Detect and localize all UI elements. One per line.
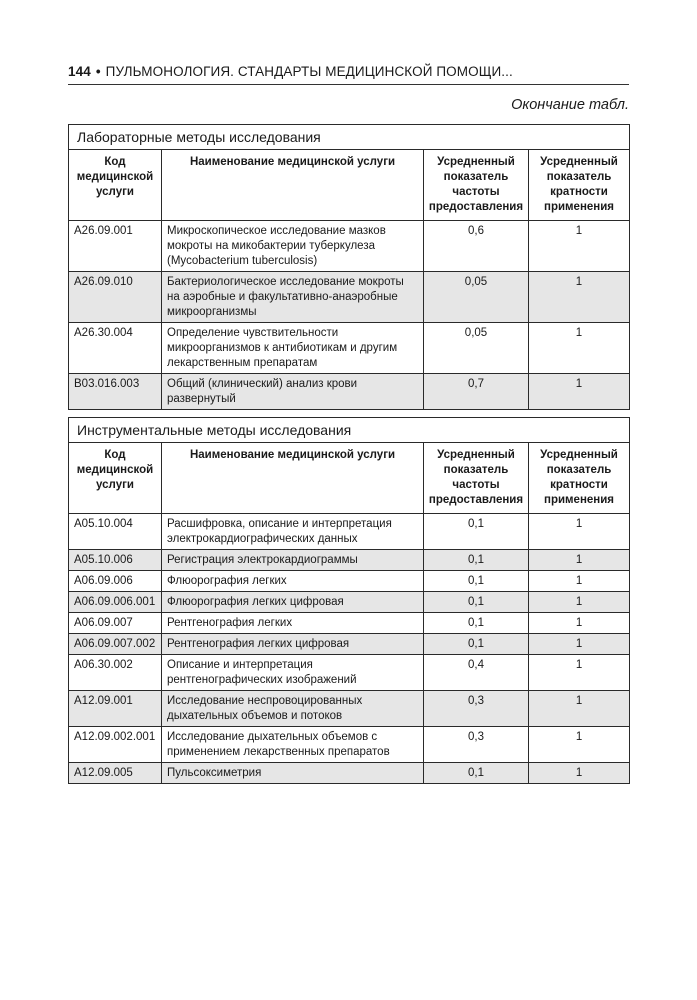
cell-code: A12.09.001 xyxy=(69,691,162,727)
col-header-multiplicity: Усредненный показатель кратности применения xyxy=(529,443,630,514)
col-header-code: Код медицинской услуги xyxy=(69,443,162,514)
cell-code: A12.09.005 xyxy=(69,763,162,784)
cell-multiplicity: 1 xyxy=(529,374,630,410)
table-row xyxy=(69,727,630,763)
table-row xyxy=(69,655,630,691)
cell-code: A06.09.007 xyxy=(69,613,162,634)
col-header-frequency: Усредненный показатель частоты предоставления xyxy=(424,443,529,514)
cell-frequency: 0,3 xyxy=(424,727,529,763)
lab-methods-table xyxy=(68,124,630,410)
instrumental-methods-table xyxy=(68,417,630,784)
cell-code: A26.30.004 xyxy=(69,323,162,374)
cell-multiplicity: 1 xyxy=(529,727,630,763)
running-title: ПУЛЬМОНОЛОГИЯ. СТАНДАРТЫ МЕДИЦИНСКОЙ ПОМОЩИ... xyxy=(105,64,513,79)
table-continuation-note: Окончание табл. xyxy=(511,97,629,113)
cell-service-name: Расшифровка, описание и интерпретация электрокардиографических данных xyxy=(162,514,424,550)
cell-frequency: 0,05 xyxy=(424,323,529,374)
cell-frequency: 0,6 xyxy=(424,221,529,272)
table-row xyxy=(69,571,630,592)
cell-service-name: Общий (клинический) анализ крови развернутый xyxy=(162,374,424,410)
table-row xyxy=(69,613,630,634)
table-row xyxy=(69,550,630,571)
col-header-multiplicity: Усредненный показатель кратности применения xyxy=(529,150,630,221)
cell-multiplicity: 1 xyxy=(529,272,630,323)
table-row xyxy=(69,691,630,727)
cell-service-name: Исследование неспровоцированных дыхательных объемов и потоков xyxy=(162,691,424,727)
cell-multiplicity: 1 xyxy=(529,592,630,613)
cell-multiplicity: 1 xyxy=(529,514,630,550)
cell-service-name: Флюорография легких цифровая xyxy=(162,592,424,613)
table-row xyxy=(69,763,630,784)
cell-service-name: Описание и интерпретация рентгенографических изображений xyxy=(162,655,424,691)
col-header-frequency: Усредненный показатель частоты предоставления xyxy=(424,150,529,221)
cell-code: A06.30.002 xyxy=(69,655,162,691)
table-row xyxy=(69,592,630,613)
cell-service-name: Рентгенография легких xyxy=(162,613,424,634)
col-header-name: Наименование медицинской услуги xyxy=(162,443,424,514)
section-title: Лабораторные методы исследования xyxy=(69,125,630,150)
cell-frequency: 0,1 xyxy=(424,571,529,592)
cell-service-name: Определение чувствительности микроорганизмов к антибиотикам и другим лекарственным препаратам xyxy=(162,323,424,374)
cell-frequency: 0,3 xyxy=(424,691,529,727)
cell-frequency: 0,7 xyxy=(424,374,529,410)
cell-multiplicity: 1 xyxy=(529,550,630,571)
cell-service-name: Пульсоксиметрия xyxy=(162,763,424,784)
cell-multiplicity: 1 xyxy=(529,691,630,727)
cell-service-name: Микроскопическое исследование мазков мокроты на микобактерии туберкулеза (Mycobacterium tuberculosis) xyxy=(162,221,424,272)
cell-multiplicity: 1 xyxy=(529,613,630,634)
table-row xyxy=(69,221,630,272)
cell-code: A06.09.007.002 xyxy=(69,634,162,655)
header-divider xyxy=(68,84,629,85)
cell-frequency: 0,1 xyxy=(424,514,529,550)
table-row xyxy=(69,374,630,410)
cell-code: A12.09.002.001 xyxy=(69,727,162,763)
cell-code: A26.09.001 xyxy=(69,221,162,272)
cell-multiplicity: 1 xyxy=(529,323,630,374)
page-number: 144 xyxy=(68,64,91,79)
cell-frequency: 0,4 xyxy=(424,655,529,691)
col-header-name: Наименование медицинской услуги xyxy=(162,150,424,221)
col-header-code: Код медицинской услуги xyxy=(69,150,162,221)
cell-service-name: Флюорография легких xyxy=(162,571,424,592)
cell-frequency: 0,05 xyxy=(424,272,529,323)
cell-code: B03.016.003 xyxy=(69,374,162,410)
cell-frequency: 0,1 xyxy=(424,592,529,613)
section-title: Инструментальные методы исследования xyxy=(69,418,630,443)
cell-service-name: Рентгенография легких цифровая xyxy=(162,634,424,655)
cell-code: A26.09.010 xyxy=(69,272,162,323)
cell-multiplicity: 1 xyxy=(529,221,630,272)
table-row xyxy=(69,323,630,374)
cell-frequency: 0,1 xyxy=(424,550,529,571)
table-row xyxy=(69,272,630,323)
cell-multiplicity: 1 xyxy=(529,763,630,784)
cell-service-name: Исследование дыхательных объемов с применением лекарственных препаратов xyxy=(162,727,424,763)
cell-code: A06.09.006.001 xyxy=(69,592,162,613)
cell-code: A06.09.006 xyxy=(69,571,162,592)
cell-frequency: 0,1 xyxy=(424,763,529,784)
cell-frequency: 0,1 xyxy=(424,613,529,634)
cell-code: A05.10.004 xyxy=(69,514,162,550)
cell-multiplicity: 1 xyxy=(529,571,630,592)
cell-service-name: Бактериологическое исследование мокроты на аэробные и факультативно-анаэробные микроорганизмы xyxy=(162,272,424,323)
cell-service-name: Регистрация электрокардиограммы xyxy=(162,550,424,571)
running-header xyxy=(68,64,629,79)
cell-multiplicity: 1 xyxy=(529,655,630,691)
cell-frequency: 0,1 xyxy=(424,634,529,655)
header-bullet: • xyxy=(95,64,101,79)
table-row xyxy=(69,634,630,655)
table-row xyxy=(69,514,630,550)
cell-code: A05.10.006 xyxy=(69,550,162,571)
cell-multiplicity: 1 xyxy=(529,634,630,655)
